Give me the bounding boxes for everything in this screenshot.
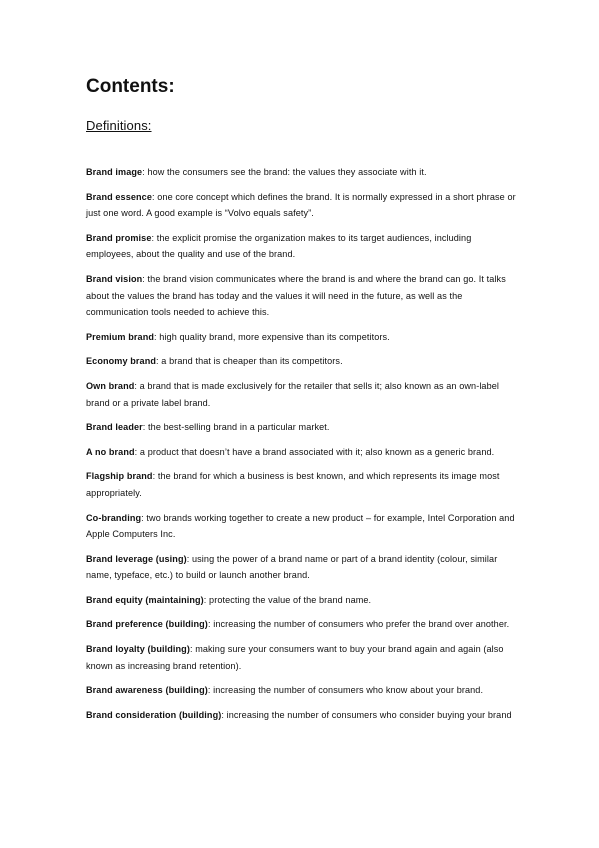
definition-item [86,164,516,181]
page-title: Contents: [86,76,175,97]
definition-term: Brand equity (maintaining) [86,594,204,605]
definition-text: : the brand vision communicates where the brand is and where the brand can go. It talks about the values the brand has today and the values it will need in the future, as well as the communication tools needed to achieve this. [86,273,506,318]
definition-term: Economy brand [86,356,157,367]
definition-item [86,189,516,222]
definition-item [86,641,516,674]
definition-term: Brand loyalty (building) [86,644,190,655]
definition-item [86,682,516,699]
definition-text: : how the consumers see the brand: the values they associate with it. [142,167,427,177]
definition-term: Co-branding [86,512,142,523]
definition-text: : using the power of a brand name or part of a brand identity (colour, similar name, typeface, etc.) to build or launch another brand. [86,553,498,581]
definition-text: : a product that doesn’t have a brand associated with it; also known as a generic brand. [134,446,495,457]
definition-text: : a brand that is made exclusively for the retailer that sells it; also known as an own-label brand or a private label brand. [86,380,500,408]
definition-text: : making sure your consumers want to buy your brand again and again (also known as increasing brand retention). [86,644,504,671]
definition-item [86,419,516,436]
definition-text: : the explicit promise the organization makes to its target audiences, including employees, about the quality and use of the brand. [86,232,472,260]
definition-term: Premium brand [86,331,155,342]
definition-term: Brand consideration (building) [86,709,222,720]
definition-text: : the brand for which a business is best known, and which represents its image most appropriately. [86,471,500,498]
section-heading-definitions: Definitions: [86,118,152,133]
page-content [86,76,516,731]
definition-item [86,444,516,461]
definition-text: : increasing the number of consumers who prefer the brand over another. [207,619,510,630]
definition-text: : protecting the value of the brand name. [203,594,372,605]
definition-term: Brand awareness (building) [86,685,208,696]
definition-item [86,271,516,321]
definition-item [86,551,516,584]
definition-item [86,353,516,370]
definition-text: : the best-selling brand in a particular market. [142,422,330,433]
definition-text: : a brand that is cheaper than its competitors. [156,356,343,367]
definition-text: : increasing the number of consumers who know about your brand. [207,685,484,696]
definition-item [86,468,516,501]
definition-item [86,378,516,411]
definition-item [86,329,516,346]
definition-term: Brand promise [86,232,152,243]
definition-term: Brand essence [86,191,152,202]
definitions-list [86,164,516,723]
definition-item [86,230,516,263]
definition-term: Brand leverage (using) [86,553,187,564]
definition-text: : two brands working together to create a new product – for example, Intel Corporation and Apple Computers Inc. [86,512,515,540]
definition-term: Own brand [86,380,135,391]
definition-term: Flagship brand [86,471,153,482]
definition-term: Brand preference (building) [86,619,208,630]
definition-item [86,510,516,543]
definition-text: : increasing the number of consumers who consider buying your brand [221,709,512,720]
definition-item [86,616,516,633]
definition-text: : high quality brand, more expensive than its competitors. [154,331,390,342]
definition-term: A no brand [86,446,135,457]
definition-text: : one core concept which defines the brand. It is normally expressed in a short phrase or just one word. A good example is “Volvo equals safety”. [86,191,516,219]
definition-item [86,707,516,724]
definition-term: Brand image [86,167,143,177]
definition-item [86,592,516,609]
definition-term: Brand vision [86,273,143,284]
definition-term: Brand leader [86,422,143,433]
